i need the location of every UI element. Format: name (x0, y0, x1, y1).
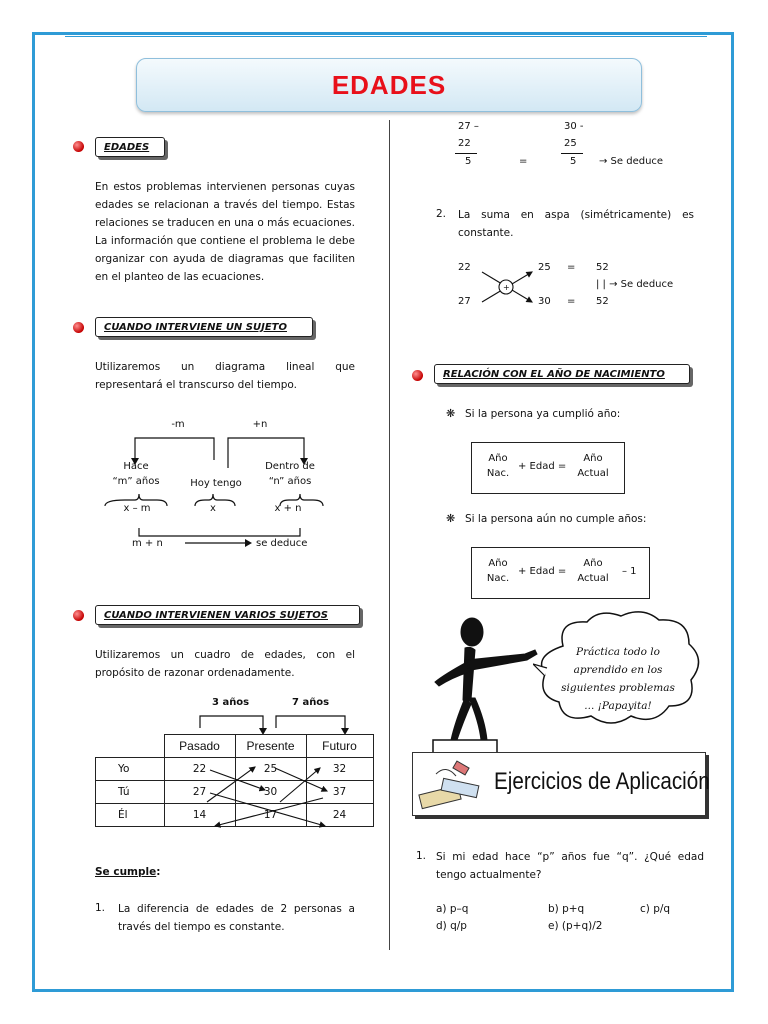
f1-b2: Actual (577, 468, 609, 479)
cell: 27 (164, 781, 235, 804)
section-un-sujeto-label: CUANDO INTERVIENE UN SUJETO (95, 317, 313, 337)
f2-a2: Nac. (486, 573, 510, 584)
option-a: a) p–q (436, 903, 469, 915)
case1-text: Si la persona ya cumplió año: (465, 408, 621, 420)
cell: 25 (235, 758, 306, 781)
title-banner (136, 58, 642, 112)
se-cumple-text: Se cumple (95, 866, 157, 878)
m-anos-label: “m” años (112, 476, 160, 487)
ejercicios-title: Ejercicios de Aplicación (494, 768, 710, 795)
n-anos-label: “n” años (268, 476, 312, 487)
cell: 14 (164, 804, 235, 827)
cell: 37 (306, 781, 373, 804)
bullet-icon (412, 370, 423, 381)
aspa-r2: 52 (596, 296, 609, 307)
bullet-icon (73, 610, 84, 621)
header-presente: Presente (235, 735, 306, 758)
f1-a1: Año (488, 453, 508, 464)
sub-eq: = (519, 156, 528, 167)
cell: 22 (164, 758, 235, 781)
header-pasado: Pasado (164, 735, 235, 758)
page-title: EDADES (331, 69, 447, 100)
option-d: d) q/p (436, 920, 467, 932)
formula-box-1 (471, 442, 625, 494)
aspa-eq1: = (567, 262, 576, 273)
row-name: Tú (96, 781, 165, 804)
sub-a3: 5 (465, 156, 472, 167)
dentro-label: Dentro de (265, 461, 315, 472)
asterisk-icon: ❋ (446, 512, 456, 525)
column-divider (389, 120, 390, 950)
f2-op: + Edad = (518, 566, 567, 577)
section-ano-nacimiento-label: RELACIÓN CON EL AÑO DE NACIMIENTO (434, 364, 690, 384)
section-edades-label: EDADES (95, 137, 165, 157)
q1-text: Si mi edad hace “p” años fue “q”. ¿Qué edad tengo actualmente? (436, 851, 704, 881)
aspa-tr: 25 (538, 262, 551, 273)
rule1-number: 1. (95, 902, 106, 914)
section-varios-sujetos-label: CUANDO INTERVIENEN VARIOS SUJETOS (95, 605, 360, 625)
sub-a2: 22 (458, 138, 471, 149)
sub-b1: 30 - (564, 121, 584, 132)
rule2-text: La suma en aspa (simétricamente) es constante. (458, 209, 694, 239)
option-b: b) p+q (548, 903, 585, 915)
bracket-bottom (139, 528, 300, 536)
f2-b1: Año (583, 558, 603, 569)
gap-3-anos: 3 años (212, 697, 250, 708)
section-varios-sujetos-text: Utilizaremos un cuadro de edades, con el propósito de razonar ordenadamente. (95, 649, 355, 679)
x-minus-m-label: x – m (123, 503, 151, 514)
hace-label: Hace (123, 461, 149, 472)
sub-b2: 25 (564, 138, 577, 149)
f1-op: + Edad = (518, 461, 567, 472)
section-edades-text: En estos problemas intervienen personas cuyas edades se relacionan a través del tiempo. Estas relaciones se traducen en una o más ecuaciones. La información que contiene el problema le debe organizar con ayuda de diagramas que faciliten en el planteo de las ecuaciones. (95, 181, 355, 283)
cloud-line-3: siguientes problemas (561, 682, 675, 694)
hoy-tengo-label: Hoy tengo (190, 478, 242, 489)
sub-line-a (455, 153, 477, 154)
cloud-line-2: aprendido en los (573, 664, 663, 676)
bullet-icon (73, 322, 84, 333)
minus-m-label: -m (171, 419, 185, 430)
cell: 32 (306, 758, 373, 781)
aspa-r1: 52 (596, 262, 609, 273)
books-icon (416, 756, 486, 812)
f1-b1: Año (583, 453, 603, 464)
x-plus-n-label: x + n (274, 503, 302, 514)
row-name: Él (96, 804, 165, 827)
asterisk-icon: ❋ (446, 407, 456, 420)
top-rule (65, 36, 707, 37)
option-c: c) p/q (640, 903, 671, 915)
cell: 17 (235, 804, 306, 827)
cloud-line-4: ... ¡Papayita! (584, 700, 652, 712)
cloud-line-1: Práctica todo lo (576, 646, 660, 658)
f2-tail: – 1 (622, 566, 637, 577)
q1-number: 1. (416, 850, 427, 862)
gap-7-anos: 7 años (292, 697, 330, 708)
section-un-sujeto-text: Utilizaremos un diagrama lineal que representará el transcurso del tiempo. (95, 361, 355, 391)
se-deduce-label: se deduce (256, 538, 308, 549)
sub-line-b (561, 153, 583, 154)
plus-n-label: +n (252, 419, 268, 430)
cell: 24 (306, 804, 373, 827)
aspa-br: 30 (538, 296, 551, 307)
aspa-bl: 27 (458, 296, 471, 307)
aspa-eq2: = (567, 296, 576, 307)
rule1-text: La diferencia de edades de 2 personas a través del tiempo es constante. (118, 903, 355, 933)
m-plus-n-label: m + n (132, 538, 163, 549)
x-label: x (210, 503, 216, 514)
sub-a1: 27 – (458, 121, 479, 132)
case2-text: Si la persona aún no cumple años: (465, 513, 647, 525)
header-futuro: Futuro (306, 735, 373, 758)
se-cumple-colon: : (156, 866, 161, 878)
row-name: Yo (96, 758, 165, 781)
formula-box-2 (471, 547, 650, 599)
f1-a2: Nac. (486, 468, 510, 479)
se-cumple-heading (95, 866, 160, 878)
f2-b2: Actual (577, 573, 609, 584)
bracket-past (135, 438, 214, 460)
sub-b3: 5 (570, 156, 577, 167)
option-e: e) (p+q)/2 (548, 920, 603, 932)
bullet-icon (73, 141, 84, 152)
cell: 30 (235, 781, 306, 804)
sub-deduce: → Se deduce (599, 156, 664, 167)
aspa-tl: 22 (458, 262, 471, 273)
aspa-plus: + (503, 283, 510, 292)
f2-a1: Año (488, 558, 508, 569)
rule2-number: 2. (436, 208, 447, 220)
table-cross-arrows (95, 734, 375, 834)
aspa-deduce: | | → Se deduce (596, 279, 674, 290)
